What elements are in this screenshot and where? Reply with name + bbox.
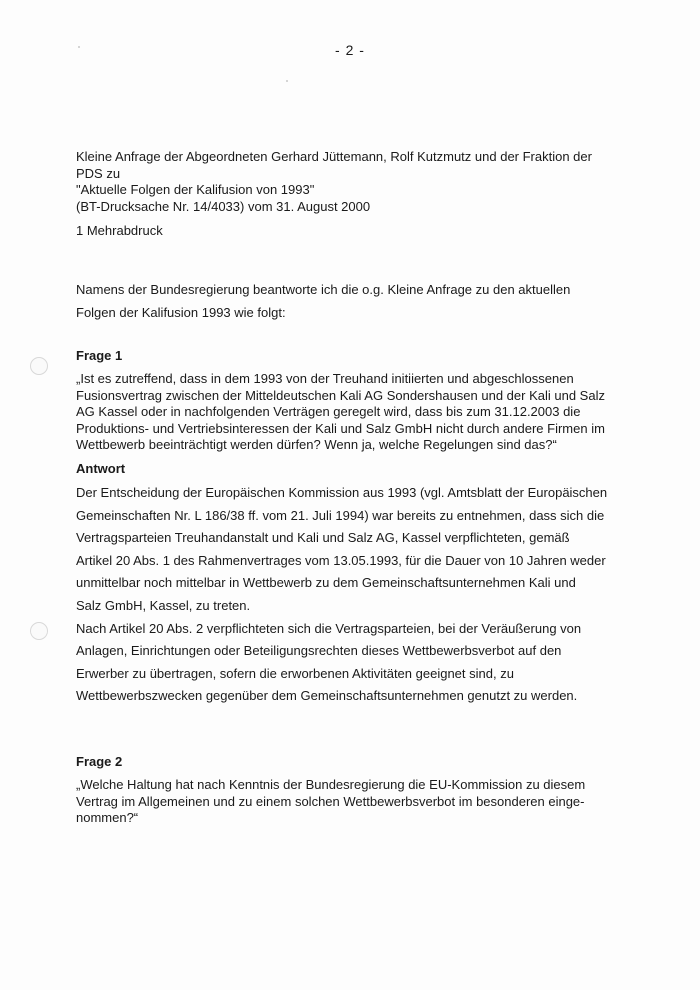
question-2-line: „Welche Haltung hat nach Kenntnis der Bundesregierung die EU-Kommission zu diesem [76, 777, 586, 792]
answer-1-line: Gemeinschaften Nr. L 186/38 ff. vom 21. Juli 1994) war bereits zu entnehmen, dass sich die [76, 507, 605, 523]
question-1-line: AG Kassel oder in nachfolgenden Verträgen geregelt wird, dass bis zum 31.12.2003 die [76, 404, 581, 419]
answer-1-line: Der Entscheidung der Europäischen Kommission aus 1993 (vgl. Amtsblatt der Europäischen [76, 485, 608, 500]
header-line: "Aktuelle Folgen der Kalifusion von 1993" [76, 182, 315, 197]
copies-note [76, 223, 616, 240]
scan-speck [286, 80, 288, 82]
question-1-line: Wettbewerb beeinträchtigt werden dürfen? Wenn ja, welche Regelungen sind das?“ [76, 437, 557, 452]
question-1-line: Produktions- und Vertriebsinteressen der Kali und Salz GmbH nicht durch andere Firmen im [76, 420, 605, 436]
intro-line: Namens der Bundesregierung beantworte ich die o.g. Kleine Anfrage zu den aktuellen [76, 282, 571, 297]
copies-line: 1 Mehrabdruck [76, 223, 163, 238]
question-1-line: Fusionsvertrag zwischen der Mitteldeutschen Kali AG Sondershausen und der Kali und Salz [76, 387, 605, 403]
answer-1-line: Erwerber zu übertragen, sofern die erworbenen Aktivitäten geeignet sind, zu [76, 665, 514, 681]
answer-1-line: Wettbewerbszwecken gegenüber dem Gemeinschaftsunternehmen genutzt zu werden. [76, 688, 578, 704]
question-2-heading: Frage 2 [76, 754, 123, 769]
question-2-line: Vertrag im Allgemeinen und zu einem solchen Wettbewerbsverbot im besonderen einge- [76, 793, 585, 809]
header-line: Kleine Anfrage der Abgeordneten Gerhard Jüttemann, Rolf Kutzmutz und der Fraktion der [76, 149, 592, 164]
question-2-line: nommen?“ [76, 810, 139, 825]
answer-1-line: Artikel 20 Abs. 1 des Rahmenvertrages vom 13.05.1993, für die Dauer von 10 Jahren weder [76, 552, 606, 568]
question-1-line: „Ist es zutreffend, dass in dem 1993 von der Treuhand initiierten und abgeschlossenen [76, 371, 574, 386]
header-line: (BT-Drucksache Nr. 14/4033) vom 31. August 2000 [76, 198, 371, 214]
page-number: - 2 - [335, 42, 365, 58]
header-line: PDS zu [76, 165, 121, 181]
answer-1-line: Nach Artikel 20 Abs. 2 verpflichteten sich die Vertragsparteien, bei der Veräußerung von [76, 620, 582, 636]
question-1-text [76, 371, 616, 454]
answer-1-heading: Antwort [76, 461, 126, 476]
question-2-text [76, 777, 616, 827]
inquiry-header [76, 149, 616, 215]
intro-paragraph [76, 279, 616, 324]
answer-1-text [76, 482, 616, 708]
punch-hole [30, 622, 48, 640]
answer-1-line: Salz GmbH, Kassel, zu treten. [76, 597, 251, 613]
question-1-heading: Frage 1 [76, 348, 123, 363]
punch-hole [30, 357, 48, 375]
intro-line: Folgen der Kalifusion 1993 wie folgt: [76, 304, 286, 320]
answer-1-line: unmittelbar noch mittelbar in Wettbewerb zu dem Gemeinschaftsunternehmen Kali und [76, 575, 576, 591]
answer-1-line: Vertragsparteien Treuhandanstalt und Kali und Salz AG, Kassel verpflichteten, gemäß [76, 530, 570, 546]
answer-1-line: Anlagen, Einrichtungen oder Beteiligungsrechten dieses Wettbewerbsverbot auf den [76, 643, 562, 659]
